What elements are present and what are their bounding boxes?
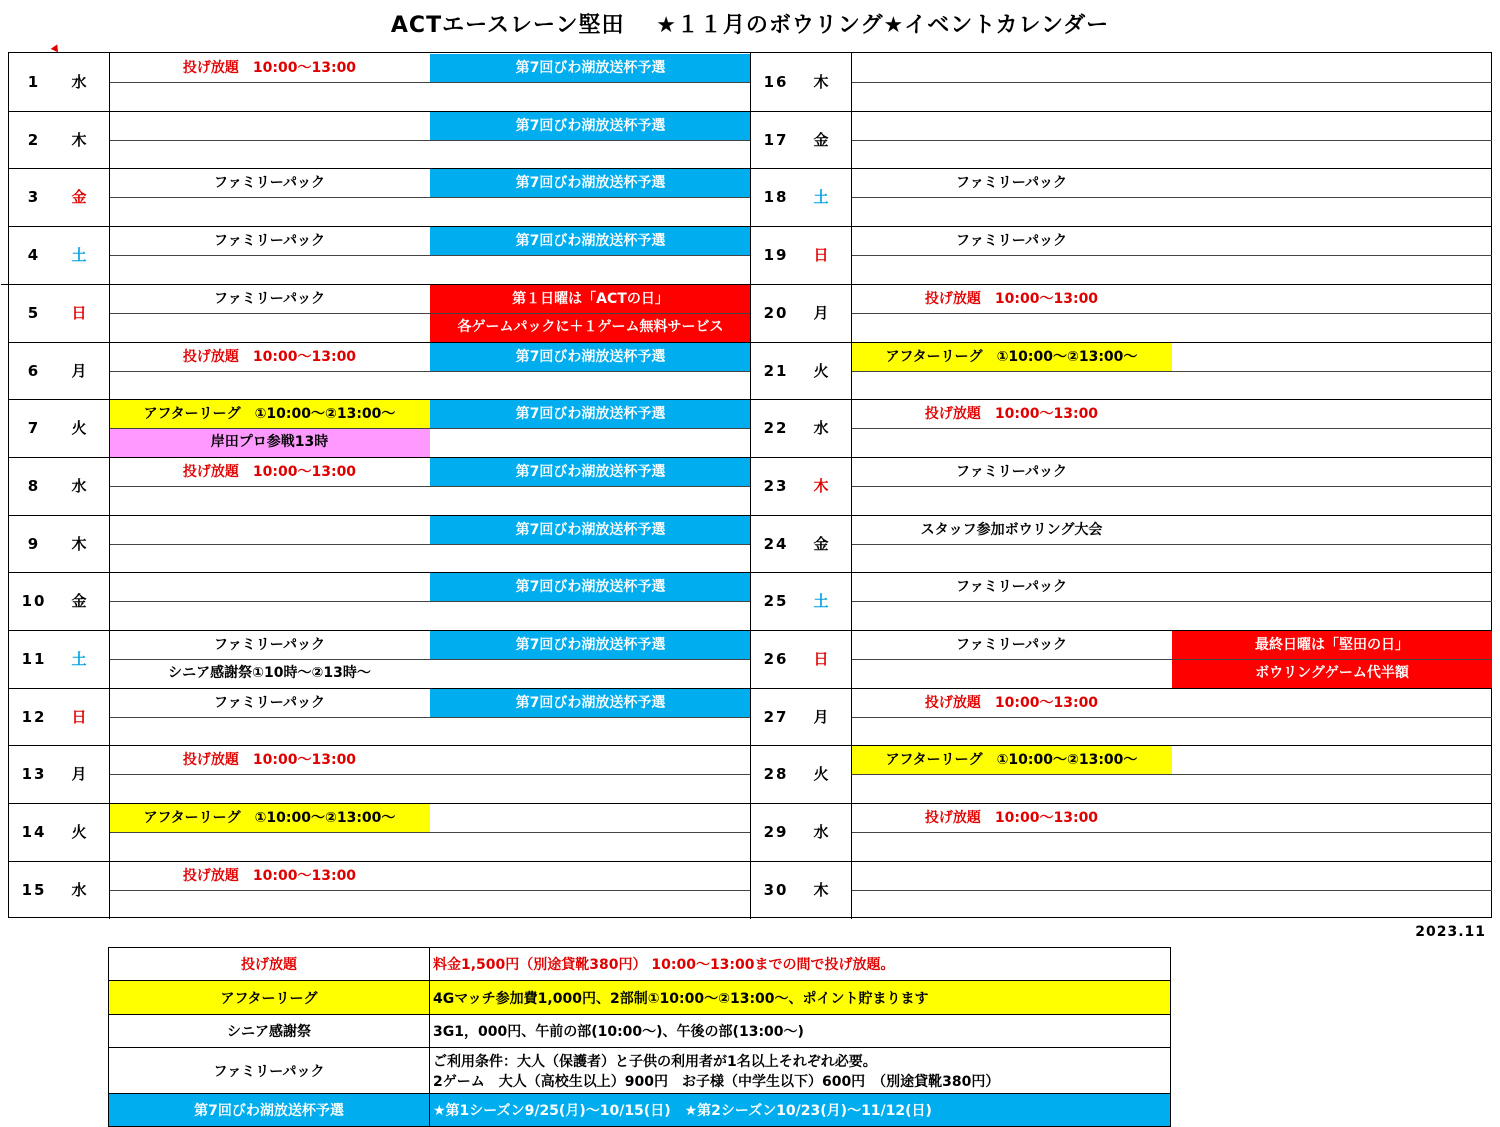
- weekday-label: 水: [71, 477, 87, 495]
- row-mid-divider: [109, 486, 751, 487]
- row-mid-divider: [109, 544, 751, 545]
- legend-description: [430, 1048, 1170, 1093]
- event-b1: 第１日曜は「ACTの日」: [430, 285, 751, 314]
- day-number: 23: [763, 477, 789, 495]
- row-mid-divider: [851, 140, 1492, 141]
- event-b2: 各ゲームパックに＋１ゲーム無料サービス: [430, 313, 751, 342]
- legend-row: [109, 981, 1170, 1015]
- weekday-label: 月: [71, 362, 87, 380]
- day-number: 15: [21, 881, 47, 899]
- event-a1: ファミリーパック: [955, 175, 1068, 191]
- day-number: 7: [27, 419, 41, 437]
- day-number: 6: [27, 362, 41, 380]
- weekday-label: 日: [813, 246, 829, 264]
- event-b1: 第7回びわ湖放送杯予選: [430, 400, 751, 429]
- day-number: 5: [27, 304, 41, 322]
- event-a1: 投げ放題 10:00～13:00: [924, 695, 1099, 711]
- event-a1: 投げ放題 10:00～13:00: [182, 60, 357, 76]
- day-number: 2: [27, 131, 41, 149]
- day-number: 25: [763, 592, 789, 610]
- center-divider: [750, 53, 751, 919]
- row-mid-divider: [851, 371, 1492, 372]
- row-mid-divider: [109, 601, 751, 602]
- event-a1: アフターリーグ ①10:00～②13:00～: [109, 804, 430, 833]
- row-mid-divider: [851, 82, 1492, 83]
- day-number: 13: [21, 765, 47, 783]
- weekday-label: 水: [813, 419, 829, 437]
- row-mid-divider: [851, 313, 1492, 314]
- event-a1: ファミリーパック: [955, 579, 1068, 595]
- column-divider: [851, 53, 852, 919]
- day-number: 18: [763, 188, 789, 206]
- event-b1: 最終日曜は「堅田の日」: [1172, 631, 1492, 660]
- row-mid-divider: [109, 313, 751, 314]
- weekday-label: 日: [71, 708, 87, 726]
- event-a1: ファミリーパック: [955, 637, 1068, 653]
- event-b1: 第7回びわ湖放送杯予選: [430, 631, 751, 660]
- event-b1: 第7回びわ湖放送杯予選: [430, 458, 751, 487]
- row-mid-divider: [109, 371, 751, 372]
- event-a1: ファミリーパック: [955, 233, 1068, 249]
- row-mid-divider: [109, 255, 751, 256]
- event-a1: ファミリーパック: [213, 291, 326, 307]
- weekday-label: 木: [813, 477, 829, 495]
- row-divider: [751, 861, 1492, 862]
- day-number: 1: [27, 73, 41, 91]
- legend-name: ファミリーパック: [109, 1048, 430, 1093]
- legend-row: [109, 948, 1170, 981]
- day-number: 20: [763, 304, 789, 322]
- weekday-label: 火: [813, 765, 829, 783]
- weekday-label: 金: [71, 188, 87, 206]
- row-mid-divider: [851, 428, 1492, 429]
- day-number: 28: [763, 765, 789, 783]
- legend-name: 第7回びわ湖放送杯予選: [109, 1094, 430, 1126]
- event-a1: ファミリーパック: [955, 464, 1068, 480]
- row-mid-divider: [851, 544, 1492, 545]
- day-number: 17: [763, 131, 789, 149]
- weekday-label: 水: [813, 823, 829, 841]
- date-stamp: 2023.11: [1415, 924, 1486, 940]
- row-mid-divider: [851, 717, 1492, 718]
- day-number: 12: [21, 708, 47, 726]
- column-divider: [109, 53, 110, 919]
- legend-name: シニア感謝祭: [109, 1015, 430, 1047]
- legend-table: [108, 947, 1171, 1127]
- row-mid-divider: [109, 428, 751, 429]
- row-mid-divider: [851, 890, 1492, 891]
- event-a1: ファミリーパック: [213, 695, 326, 711]
- weekday-label: 火: [71, 419, 87, 437]
- event-a1: 投げ放題 10:00～13:00: [924, 810, 1099, 826]
- legend-description-line: 4Gマッチ参加費1,000円、2部制①10:00～②13:00～、ポイント貯まります: [433, 990, 929, 1007]
- event-a1: 投げ放題 10:00～13:00: [924, 291, 1099, 307]
- event-a1: 投げ放題 10:00～13:00: [182, 464, 357, 480]
- day-number: 4: [27, 246, 41, 264]
- day-number: 29: [763, 823, 789, 841]
- event-b1: 第7回びわ湖放送杯予選: [430, 343, 751, 372]
- page-title: ACTエースレーン堅田 ★１１月のボウリング★イベントカレンダー: [390, 13, 1110, 38]
- legend-name: 投げ放題: [109, 948, 430, 980]
- weekday-label: 金: [813, 131, 829, 149]
- legend-description-line: ご利用条件：大人（保護者）と子供の利用者が1名以上それぞれ必要。: [433, 1053, 877, 1070]
- event-a1: ファミリーパック: [213, 637, 326, 653]
- day-number: 10: [21, 592, 47, 610]
- row-mid-divider: [109, 774, 751, 775]
- event-a1: アフターリーグ ①10:00～②13:00～: [851, 343, 1172, 372]
- weekday-label: 水: [71, 73, 87, 91]
- weekday-label: 木: [813, 881, 829, 899]
- legend-row: [109, 1094, 1170, 1126]
- event-b1: 第7回びわ湖放送杯予選: [430, 689, 751, 718]
- weekday-label: 月: [813, 708, 829, 726]
- event-a1: 投げ放題 10:00～13:00: [182, 868, 357, 884]
- day-number: 8: [27, 477, 41, 495]
- legend-description: [430, 1015, 1170, 1047]
- day-number: 19: [763, 246, 789, 264]
- weekday-label: 木: [813, 73, 829, 91]
- event-b1: 第7回びわ湖放送杯予選: [430, 112, 751, 141]
- weekday-label: 日: [813, 650, 829, 668]
- weekday-label: 日: [71, 304, 87, 322]
- row-mid-divider: [109, 832, 751, 833]
- day-number: 14: [21, 823, 47, 841]
- legend-description: [430, 948, 1170, 980]
- event-b1: 第7回びわ湖放送杯予選: [430, 169, 751, 198]
- day-number: 27: [763, 708, 789, 726]
- legend-row: [109, 1048, 1170, 1094]
- event-a1: 投げ放題 10:00～13:00: [182, 752, 357, 768]
- event-b1: 第7回びわ湖放送杯予選: [430, 573, 751, 602]
- day-number: 26: [763, 650, 789, 668]
- day-number: 21: [763, 362, 789, 380]
- weekday-label: 土: [71, 650, 87, 668]
- event-b1: 第7回びわ湖放送杯予選: [430, 227, 751, 256]
- day-number: 9: [27, 535, 41, 553]
- legend-description-line: 2ゲーム 大人（高校生以上）900円 お子様（中学生以下）600円 （別途貸靴380円）: [433, 1073, 1000, 1090]
- legend-description: [430, 1094, 1170, 1126]
- weekday-label: 水: [71, 881, 87, 899]
- event-b2: ボウリングゲーム代半額: [1172, 659, 1492, 688]
- event-a1: 投げ放題 10:00～13:00: [924, 406, 1099, 422]
- event-a1: アフターリーグ ①10:00～②13:00～: [109, 400, 430, 429]
- legend-description-line: ★第1シーズン9/25(月)～10/15(日) ★第2シーズン10/23(月)～11/12(日): [433, 1103, 932, 1119]
- legend-row: [109, 1015, 1170, 1048]
- event-a1: ファミリーパック: [213, 233, 326, 249]
- row-mid-divider: [851, 486, 1492, 487]
- row-mid-divider: [109, 717, 751, 718]
- legend-description: [430, 981, 1170, 1014]
- event-a1: スタッフ参加ボウリング大会: [920, 522, 1103, 538]
- weekday-label: 火: [813, 362, 829, 380]
- row-mid-divider: [109, 140, 751, 141]
- weekday-label: 木: [71, 131, 87, 149]
- weekday-label: 土: [71, 246, 87, 264]
- day-number: 22: [763, 419, 789, 437]
- row-mid-divider: [851, 659, 1492, 660]
- event-b1: 第7回びわ湖放送杯予選: [430, 54, 751, 83]
- row-mid-divider: [851, 832, 1492, 833]
- day-number: 30: [763, 881, 789, 899]
- event-a2: シニア感謝祭①10時～②13時～: [168, 665, 371, 681]
- row-mid-divider: [109, 197, 751, 198]
- day-number: 3: [27, 188, 41, 206]
- weekday-label: 金: [813, 535, 829, 553]
- weekday-label: 月: [71, 765, 87, 783]
- row-divider-ext: [1, 284, 11, 285]
- weekday-label: 金: [71, 592, 87, 610]
- row-mid-divider: [851, 601, 1492, 602]
- event-a2: 岸田プロ参戦13時: [109, 428, 430, 457]
- day-number: 11: [21, 650, 47, 668]
- event-a1: アフターリーグ ①10:00～②13:00～: [851, 746, 1172, 775]
- event-a1: 投げ放題 10:00～13:00: [182, 349, 357, 365]
- row-mid-divider: [851, 197, 1492, 198]
- weekday-label: 土: [813, 188, 829, 206]
- day-number: 24: [763, 535, 789, 553]
- weekday-label: 月: [813, 304, 829, 322]
- weekday-label: 火: [71, 823, 87, 841]
- legend-description-line: 3G1，000円、午前の部(10:00～)、午後の部(13:00～): [433, 1024, 804, 1040]
- row-mid-divider: [109, 659, 751, 660]
- event-calendar: [8, 52, 1492, 918]
- weekday-label: 木: [71, 535, 87, 553]
- legend-name: アフターリーグ: [109, 981, 430, 1014]
- event-a1: ファミリーパック: [213, 175, 326, 191]
- event-b1: 第7回びわ湖放送杯予選: [430, 516, 751, 545]
- row-divider: [751, 111, 1492, 112]
- row-mid-divider: [109, 82, 751, 83]
- row-mid-divider: [851, 774, 1492, 775]
- weekday-label: 土: [813, 592, 829, 610]
- row-mid-divider: [109, 890, 751, 891]
- legend-description-line: 料金1,500円（別途貸靴380円） 10:00～13:00までの間で投げ放題。: [433, 957, 895, 973]
- day-number: 16: [763, 73, 789, 91]
- row-mid-divider: [851, 255, 1492, 256]
